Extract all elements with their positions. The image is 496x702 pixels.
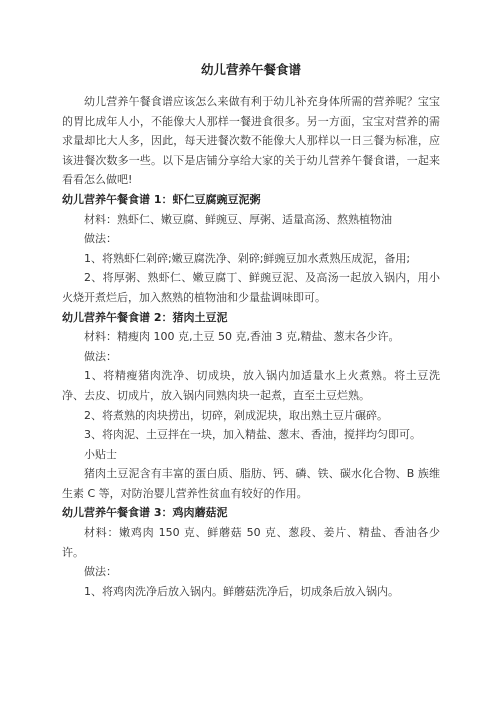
- recipe-2-heading: 幼儿营养午餐食谱 2：猪肉土豆泥: [62, 310, 228, 324]
- page-title: 幼儿营养午餐食谱: [200, 62, 301, 77]
- recipe-1-step-2: 2、将厚粥、熟虾仁、嫩豆腐丁、鲜豌豆泥、及高汤一起放入锅内，用小火烧开煮烂后，加入熬熟的植物油和少量盐调味即可。: [62, 271, 440, 304]
- recipe-2-step-3: 3、将肉泥、土豆拌在一块，加入精盐、葱末、香油，搅拌均匀即可。: [84, 428, 421, 442]
- recipe-2-materials: 材料：精瘦肉 100 克,土豆 50 克,香油 3 克,精盐、葱末各少许。: [84, 330, 400, 344]
- recipe-3-heading: 幼儿营养午餐食谱 3：鸡肉蘑菇泥: [62, 506, 228, 520]
- recipe-1-step-1: 1、将熟虾仁剁碎;嫩豆腐洗净、剁碎;鲜豌豆加水煮熟压成泥，备用;: [84, 251, 411, 265]
- intro-paragraph: 幼儿营养午餐食谱应该怎么来做有利于幼儿补充身体所需的营养呢？宝宝的胃比成年人小，不能像大人那样一餐进食很多。另一方面，宝宝对营养的需求量却比大人多，因此，每天进餐次数不能像大人那样以一日三餐为标准，应该进餐次数多一些。以下是店铺分享给大家的关于幼儿营养午餐食谱，一起来看看怎么做吧!: [62, 95, 440, 187]
- recipe-3-method-label: 做法：: [84, 565, 117, 579]
- recipe-2-tip-label: 小贴士: [84, 447, 117, 461]
- recipe-1-materials: 材料：熟虾仁、嫩豆腐、鲜豌豆、厚粥、适量高汤、熬熟植物油: [84, 212, 392, 226]
- recipe-2-step-1: 1、将精瘦猪肉洗净、切成块，放入锅内加适量水上火煮熟。将土豆洗净、去皮、切成片，放入锅内同熟肉块一起煮，直至土豆烂熟。: [62, 369, 440, 402]
- recipe-2-tip: 猪肉土豆泥含有丰富的蛋白质、脂肪、钙、磷、铁、碳水化合物、B 族维生素 C 等，对防治婴儿营养性贫血有较好的作用。: [62, 467, 440, 500]
- recipe-1-method-label: 做法：: [84, 232, 117, 246]
- recipe-2-method-label: 做法：: [84, 349, 117, 363]
- recipe-3-materials: 材料：嫩鸡肉 150 克、鲜蘑菇 50 克、葱段、姜片、精盐、香油各少许。: [62, 526, 440, 559]
- recipe-1-heading: 幼儿营养午餐食谱 1：虾仁豆腐豌豆泥粥: [62, 192, 261, 206]
- recipe-2-step-2: 2、将煮熟的肉块捞出，切碎，剁成泥块，取出熟土豆片碾碎。: [84, 408, 388, 422]
- recipe-3-step-1: 1、将鸡肉洗净后放入锅内。鲜蘑菇洗净后，切成条后放入锅内。: [84, 584, 399, 598]
